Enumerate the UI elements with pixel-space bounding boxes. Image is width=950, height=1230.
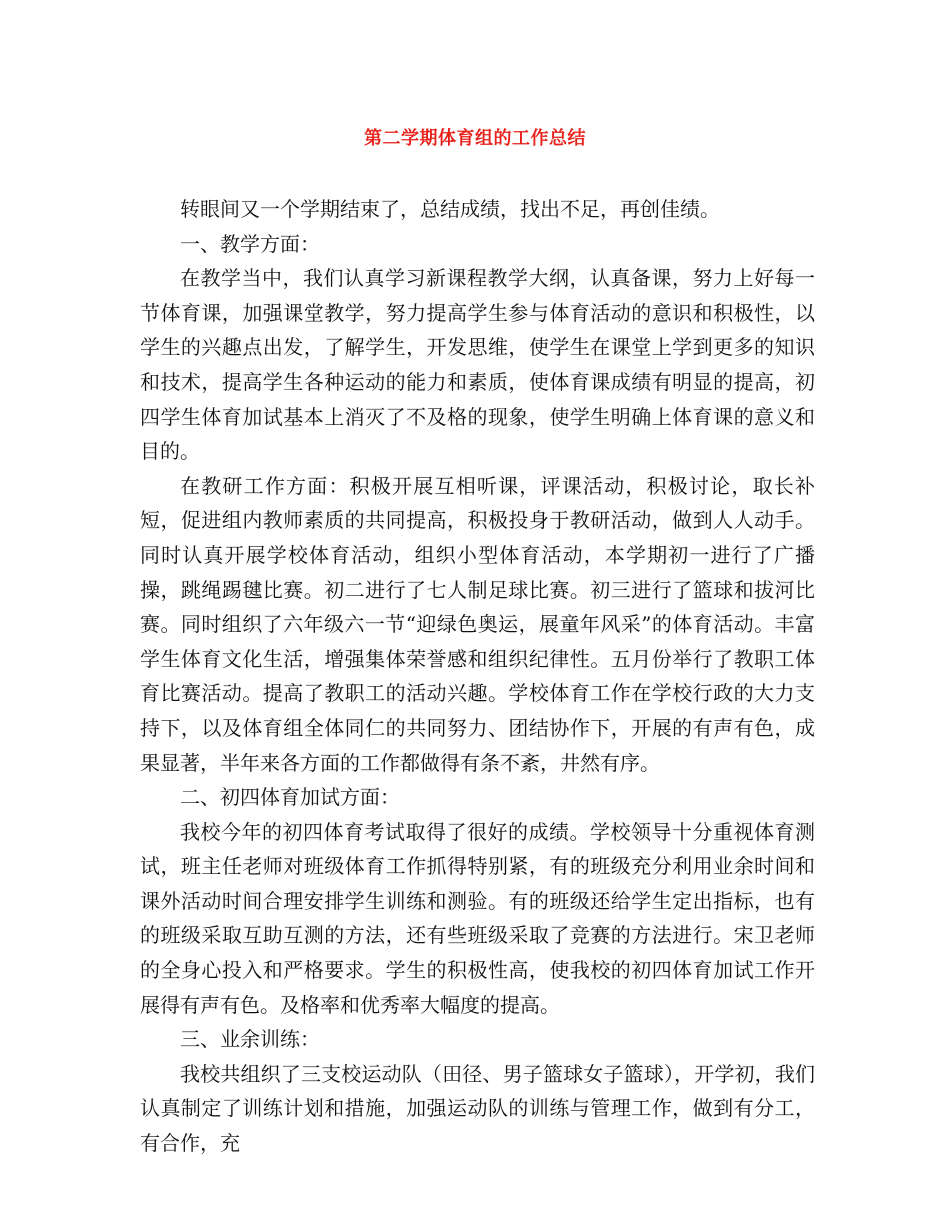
paragraph-teaching: 在教学当中，我们认真学习新课程教学大纲，认真备课，努力上好每一节体育课，加强课堂教学，努力提高学生参与体育活动的意识和积极性，以学生的兴趣点出发，了解学生，开发思维，使学生在课堂上学到更多的知识和技术，提高学生各种运动的能力和素质，使体育课成绩有明显的提高，初四学生体育加试基本上消灭了不及格的现象，使学生明确上体育课的意义和目的。 [140,266,815,464]
heading-exam: 二、初四体育加试方面： [180,785,400,810]
document-body [140,192,815,1161]
paragraph-intro: 转眼间又一个学期结束了，总结成绩，找出不足，再创佳绩。 [180,197,720,221]
heading-teaching: 一、教学方面： [180,231,320,256]
heading-training: 三、业余训练： [180,1027,320,1052]
paragraph-training: 我校共组织了三支校运动队（田径、男子篮球女子篮球），开学初，我们认真制定了训练计划和措施，加强运动队的训练与管理工作，做到有分工，有合作，充 [140,1061,815,1156]
document-title: 第二学期体育组的工作总结 [364,128,586,149]
paragraph-exam: 我校今年的初四体育考试取得了很好的成绩。学校领导十分重视体育测试，班主任老师对班级体育工作抓得特别紧，有的班级充分利用业余时间和课外活动时间合理安排学生训练和测验。有的班级还给学生定出指标，也有的班级采取互助互测的方法，还有些班级采取了竞赛的方法进行。宋卫老师的全身心投入和严格要求。学生的积极性高，使我校的初四体育加试工作开展得有声有色。及格率和优秀率大幅度的提高。 [140,819,815,1017]
paragraph-research: 在教研工作方面：积极开展互相听课，评课活动，积极讨论，取长补短，促进组内教师素质的共同提高，积极投身于教研活动，做到人人动手。同时认真开展学校体育活动，组织小型体育活动，本学期初一进行了广播操，跳绳踢毽比赛。初二进行了七人制足球比赛。初三进行了篮球和拔河比赛。同时组织了六年级六一节“迎绿色奥运，展童年风采”的体育活动。丰富学生体育文化生活，增强集体荣誉感和组织纪律性。五月份举行了教职工体育比赛活动。提高了教职工的活动兴趣。学校体育工作在学校行政的大力支持下，以及体育组全体同仁的共同努力、团结协作下，开展的有声有色，成果显著，半年来各方面的工作都做得有条不紊，井然有序。 [140,473,815,775]
